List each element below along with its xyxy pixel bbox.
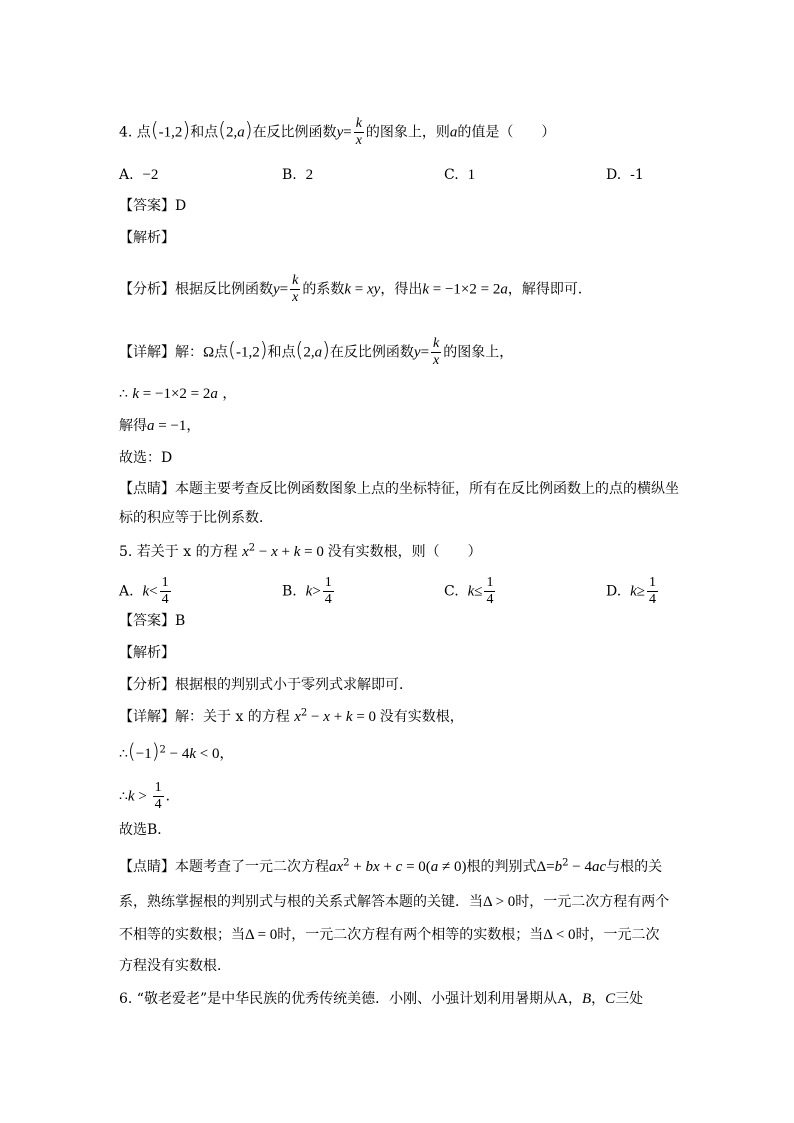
q4-choice-b[interactable]: B. 2: [282, 167, 314, 183]
q5-choose: 故选B．: [119, 822, 172, 838]
q4-detail: 【详解】解：Ω点(-1,2)和点(2,a)在反比例函数y= $\frac{k}{x}$ 的图象上，: [119, 336, 514, 368]
q5-result: ∴k > $\frac{1}{4}$ ．: [119, 780, 180, 812]
q5-dianjing-3: 不相等的实数根；当Δ = 0时，一元二次方程有两个相等的实数根；当Δ < 0时，一元二次: [119, 927, 660, 943]
q4-dianjing-1: 【点睛】本题主要考查反比例函数图象上点的坐标特征，所有在反比例函数上的点的横纵坐: [119, 481, 679, 497]
q5-choice-c[interactable]: C. k≤ $\frac{1}{4}$: [444, 575, 494, 607]
q5-fenxi: 【分析】根据根的判别式小于零列式求解即可．: [119, 677, 413, 693]
q4-therefore: ∴ k = −1×2 = 2a ，: [119, 386, 237, 402]
q4-solve: 解得a = −1，: [119, 418, 201, 434]
q5-inequality: $\therefore(-1)^2 - 4k < 0$，: [119, 739, 234, 763]
q4-answer: 【答案】D: [119, 198, 187, 214]
q5-answer: 【答案】B: [119, 613, 186, 629]
q5-choice-b[interactable]: B. k> $\frac{1}{4}$: [282, 575, 332, 607]
q5-detail: 【详解】解：关于 x 的方程 $x^2 - x + k = 0$ 没有实数根，: [119, 707, 464, 725]
q6-stem: 6. “敬老爱老”是中华民族的优秀传统美德．小刚、小强计划利用暑期从A，B，C三处: [119, 991, 644, 1007]
q5-dianjing-2: 系，熟练掌握根的判别式与根的关系式解答本题的关键．当Δ > 0时，一元二次方程有两个: [119, 894, 670, 910]
q5-analysis-tag: 【解析】: [119, 645, 175, 661]
q4-choose: 故选：D: [119, 450, 173, 466]
q5-choice-a[interactable]: A. k< $\frac{1}{4}$: [119, 575, 169, 607]
q4-stem: 4. 点(-1,2)和点(2,a)在反比例函数y= $\frac{k}{x}$ 的图象上，则a的值是（ ）: [119, 116, 556, 148]
q5-dianjing-1: 【点睛】本题考查了一元二次方程$ax^2$ + bx + c = 0(a ≠ 0)根的判别式$\Delta=b^2 - 4ac$与根的关: [119, 857, 663, 875]
q5-stem: 5. 若关于 x 的方程 $x^2 - x + k = 0$ 没有实数根，则（ ）: [119, 542, 482, 560]
q5-dianjing-4: 方程没有实数根．: [119, 958, 231, 974]
q4-choice-d[interactable]: D. -1: [606, 167, 644, 183]
q4-dianjing-2: 标的积应等于比例系数．: [119, 510, 273, 526]
q4-choice-a[interactable]: A. −2: [119, 167, 159, 183]
q4-analysis-tag: 【解析】: [119, 230, 175, 246]
q4-choice-c[interactable]: C. 1: [444, 167, 476, 183]
q4-fenxi: 【分析】根据反比例函数y= $\frac{k}{x}$ 的系数k = xy，得出k = −1×2 = 2a，解得即可．: [119, 273, 592, 305]
q5-choice-d[interactable]: D. k≥ $\frac{1}{4}$: [606, 575, 656, 607]
